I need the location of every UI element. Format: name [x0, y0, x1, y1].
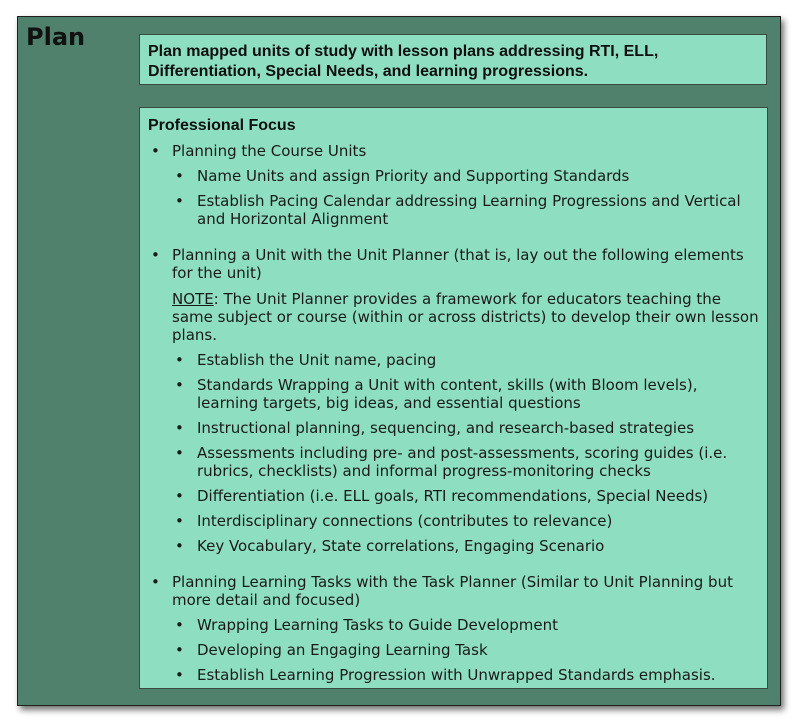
- sub-list-item: • Interdisciplinary connections (contributes to relevance): [172, 512, 759, 530]
- list-item-label: Planning Learning Tasks with the Task Planner (Similar to Unit Planning but more detail and focused): [172, 573, 733, 609]
- sub-list-item: • Key Vocabulary, State correlations, Engaging Scenario: [172, 537, 759, 555]
- sub-list: [172, 351, 759, 555]
- list-item-task-planner: [148, 573, 759, 684]
- list-item-course-units: [148, 142, 759, 228]
- focus-list: [148, 142, 759, 684]
- focus-heading: Professional Focus: [148, 117, 296, 134]
- sub-list: [172, 167, 759, 228]
- sub-list-item: • Instructional planning, sequencing, and research-based strategies: [172, 419, 759, 437]
- professional-focus-box: [139, 107, 768, 689]
- sub-list-item: • Name Units and assign Priority and Supporting Standards: [172, 167, 759, 185]
- plan-panel: [17, 16, 781, 706]
- sub-list-item: • Developing an Engaging Learning Task: [172, 641, 759, 659]
- note-label: NOTE: [172, 290, 214, 308]
- sub-list-item: • Establish Learning Progression with Unwrapped Standards emphasis.: [172, 666, 759, 684]
- sub-list-item: • Assessments including pre- and post-assessments, scoring guides (i.e. rubrics, checklists) and informal progress-monitoring checks: [172, 444, 759, 480]
- panel-title: Plan: [26, 23, 86, 51]
- list-item-label: Planning the Course Units: [172, 142, 367, 160]
- sub-list-item: • Establish Pacing Calendar addressing Learning Progressions and Vertical and Horizontal Alignment: [172, 192, 759, 228]
- sub-list-item: • Differentiation (i.e. ELL goals, RTI recommendations, Special Needs): [172, 487, 759, 505]
- summary-box: [139, 34, 767, 85]
- list-item-unit-planner: [148, 246, 759, 555]
- sub-list-item: • Wrapping Learning Tasks to Guide Development: [172, 616, 759, 634]
- sub-list-item: • Establish the Unit name, pacing: [172, 351, 759, 369]
- unit-planner-note: [172, 290, 759, 344]
- summary-text: Plan mapped units of study with lesson plans addressing RTI, ELL, Differentiation, Special Needs, and learning progressions.: [148, 43, 659, 80]
- list-item-label: Planning a Unit with the Unit Planner (that is, lay out the following elements for the unit): [172, 246, 744, 282]
- sub-list: [172, 616, 759, 684]
- note-text: : The Unit Planner provides a framework for educators teaching the same subject or course (within or across districts) to develop their own lesson plans.: [172, 290, 759, 344]
- sub-list-item: • Standards Wrapping a Unit with content, skills (with Bloom levels), learning targets, big ideas, and essential questions: [172, 376, 759, 412]
